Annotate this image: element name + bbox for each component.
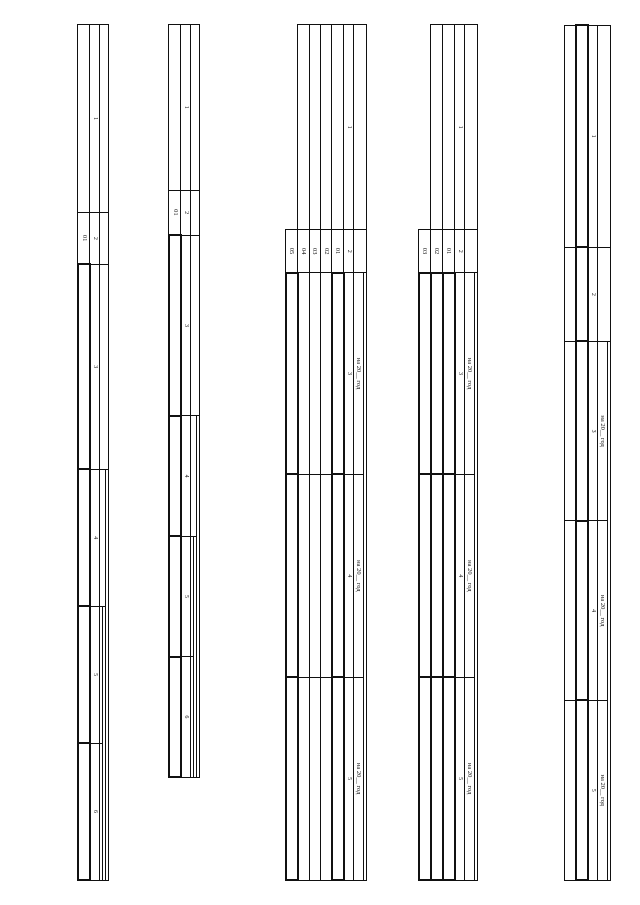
row-label	[298, 25, 310, 230]
header-name	[191, 25, 200, 191]
table-2-2	[285, 24, 367, 881]
table-cell[interactable]	[320, 273, 332, 475]
table-cell[interactable]	[78, 743, 90, 880]
row-label	[78, 25, 90, 213]
header-y2	[597, 700, 607, 880]
row-label	[169, 25, 181, 191]
section-2-3-1-subtitle	[202, 24, 211, 881]
header-count	[106, 469, 109, 880]
header-incl-a	[191, 536, 194, 656]
table-cell[interactable]	[332, 474, 344, 677]
table-2-3-1	[168, 24, 200, 778]
header-y2-label: на 20__ год	[466, 762, 473, 795]
section-2-3	[168, 24, 222, 881]
table-cell[interactable]	[78, 264, 90, 469]
col-number: 3	[344, 273, 354, 475]
table-cell[interactable]	[564, 700, 576, 880]
table-cell[interactable]	[431, 273, 443, 475]
row-code: 01	[443, 230, 455, 273]
table-cell[interactable]	[576, 25, 588, 247]
table-cell[interactable]	[78, 606, 90, 743]
header-fy-label: на 20__ год	[355, 357, 362, 390]
header-sum	[475, 273, 478, 880]
table-cell[interactable]	[169, 657, 181, 777]
header-fy	[597, 341, 607, 521]
table-cell[interactable]	[564, 341, 576, 521]
header-y2-label: на 20__ год	[355, 762, 362, 795]
table-cell[interactable]	[309, 273, 320, 475]
row-label	[332, 25, 344, 230]
row-code: 03	[309, 230, 320, 273]
header-sum	[608, 341, 611, 880]
header-fy	[353, 273, 363, 475]
table-cell[interactable]	[169, 416, 181, 536]
header-code	[191, 190, 200, 235]
table-cell[interactable]	[320, 677, 332, 880]
table-cell[interactable]	[443, 273, 455, 475]
row-code: 05	[286, 230, 298, 273]
total-label	[419, 25, 431, 230]
header-y1-label: на 20__ год	[466, 560, 473, 592]
section-1-1-title	[613, 24, 622, 881]
col-number: 2	[455, 230, 465, 273]
header-incl	[103, 606, 106, 880]
table-cell[interactable]	[78, 469, 90, 606]
header-y1	[597, 521, 607, 701]
table-cell[interactable]	[169, 235, 181, 416]
table-cell[interactable]	[576, 247, 588, 341]
table-cell[interactable]	[298, 273, 310, 475]
table-cell[interactable]	[286, 677, 298, 880]
section-1-1	[538, 24, 622, 881]
row-code: 04	[298, 230, 310, 273]
header-money	[100, 264, 109, 469]
table-cell[interactable]	[576, 341, 588, 521]
header-fy	[464, 273, 474, 475]
header-code	[100, 213, 109, 264]
col-number: 5	[455, 677, 465, 880]
total-label	[286, 25, 298, 230]
footnote-text	[538, 24, 558, 881]
header-code	[353, 230, 366, 273]
row-label	[431, 25, 443, 230]
col-number: 5	[90, 606, 100, 743]
table-cell[interactable]	[320, 474, 332, 677]
col-number: 2	[344, 230, 354, 273]
col-number: 5	[181, 536, 191, 656]
table-1-1	[564, 24, 611, 881]
header-total	[191, 416, 197, 536]
col-number: 3	[181, 235, 191, 416]
col-number: 1	[90, 25, 100, 213]
table-cell[interactable]	[419, 474, 431, 677]
table-cell[interactable]	[419, 273, 431, 475]
col-number: 1	[588, 25, 598, 247]
header-kosgu	[597, 247, 610, 341]
header-incl-a	[100, 606, 103, 743]
header-y2-label: на 20__ год	[599, 774, 606, 806]
header-incl-b	[191, 657, 194, 777]
col-number: 4	[588, 521, 598, 701]
row-code: 03	[419, 230, 431, 273]
table-cell[interactable]	[309, 677, 320, 880]
row-code: 01	[169, 190, 181, 235]
col-number: 4	[344, 474, 354, 677]
section-2-3-title	[213, 24, 222, 881]
section-2-2	[285, 24, 378, 881]
header-code	[464, 230, 477, 273]
table-cell[interactable]	[332, 273, 344, 475]
col-number: 3	[588, 341, 598, 521]
table-cell[interactable]	[419, 677, 431, 880]
row-label	[309, 25, 320, 230]
header-y1	[464, 474, 474, 677]
col-number: 1	[344, 25, 354, 230]
header-y1	[353, 474, 363, 677]
col-number: 5	[588, 700, 598, 880]
section-2-1-subtitle	[480, 24, 489, 881]
col-number: 2	[90, 213, 100, 264]
table-cell[interactable]	[309, 474, 320, 677]
header-sum	[364, 273, 367, 880]
header-y1-label: на 20__ год	[599, 594, 606, 627]
col-number: 1	[455, 25, 465, 230]
row-code: 02	[320, 230, 332, 273]
table-cell[interactable]	[286, 273, 298, 475]
col-number: 4	[90, 469, 100, 606]
col-number: 2	[588, 247, 598, 341]
table-cell[interactable]	[564, 247, 576, 341]
header-fy-label: на 20__ год	[599, 415, 606, 447]
col-number: 4	[181, 416, 191, 536]
header-fy-label: на 20__ год	[466, 357, 473, 390]
table-cell[interactable]	[443, 677, 455, 880]
row-code: 01	[332, 230, 344, 273]
header-total	[100, 469, 106, 606]
table-cell[interactable]	[169, 536, 181, 656]
table-cell[interactable]	[564, 521, 576, 701]
table-2-3-2	[77, 24, 109, 881]
table-cell[interactable]	[576, 700, 588, 880]
table-cell[interactable]	[332, 677, 344, 880]
section-2-title	[491, 24, 500, 881]
header-money	[191, 235, 200, 416]
header-incl	[194, 536, 197, 777]
header-name	[597, 25, 610, 247]
row-code: 01	[78, 213, 90, 264]
header-incl-b	[100, 743, 103, 880]
table-cell[interactable]	[298, 474, 310, 677]
section-2-1	[418, 24, 500, 881]
header-count	[197, 416, 200, 777]
header-name	[353, 25, 366, 230]
col-number: 3	[455, 273, 465, 475]
section-2-3-2	[77, 24, 120, 881]
row-label	[320, 25, 332, 230]
header-y2	[353, 677, 363, 880]
header-y1-label: на 20__ год	[355, 560, 362, 592]
section-2-2-title	[369, 24, 378, 881]
row-code: 02	[431, 230, 443, 273]
col-number: 3	[90, 264, 100, 469]
table-cell[interactable]	[298, 677, 310, 880]
table-cell[interactable]	[286, 474, 298, 677]
col-number: 2	[181, 190, 191, 235]
row-label	[443, 25, 455, 230]
table-cell[interactable]	[443, 474, 455, 677]
table-cell[interactable]	[564, 25, 576, 247]
section-2-3-2-subtitle	[111, 24, 120, 881]
col-number: 6	[90, 743, 100, 880]
table-cell[interactable]	[431, 474, 443, 677]
col-number: 4	[455, 474, 465, 677]
header-name	[464, 25, 477, 230]
col-number: 1	[181, 25, 191, 191]
table-2-1	[418, 24, 478, 881]
col-number: 6	[181, 657, 191, 777]
header-y2	[464, 677, 474, 880]
header-name	[100, 25, 109, 213]
table-cell[interactable]	[431, 677, 443, 880]
table-cell[interactable]	[576, 521, 588, 701]
col-number: 5	[344, 677, 354, 880]
